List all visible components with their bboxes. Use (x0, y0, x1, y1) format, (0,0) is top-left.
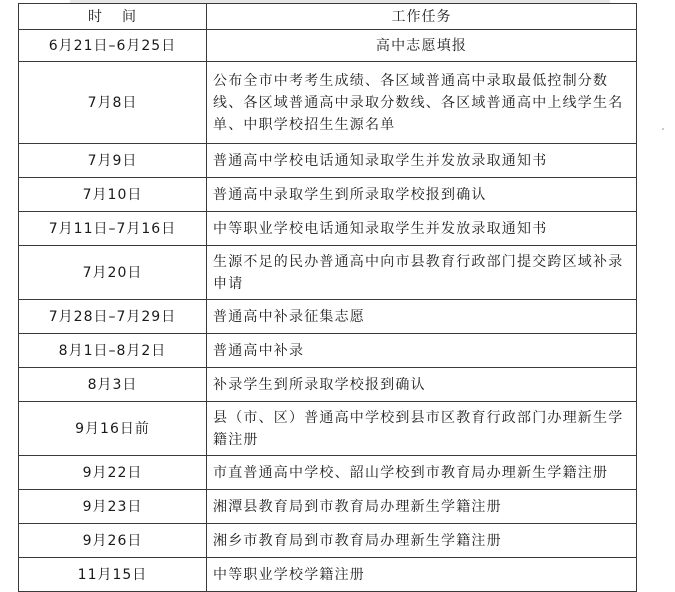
row-task: 湘潭县教育局到市教育局办理新生学籍注册 (207, 490, 637, 524)
row-time: 9月23日 (19, 490, 207, 524)
header-time: 时间 (19, 4, 207, 30)
row-task: 中等职业学校电话通知录取学生并发放录取通知书 (207, 212, 637, 246)
table-row (19, 178, 637, 212)
row-task: 生源不足的民办普通高中向市县教育行政部门提交跨区域补录申请 (207, 246, 637, 300)
row-time: 9月16日前 (19, 402, 207, 456)
header-task: 工作任务 (207, 4, 637, 30)
table-row (19, 144, 637, 178)
row-task: 市直普通高中学校、韶山学校到市教育局办理新生学籍注册 (207, 456, 637, 490)
table-row (19, 300, 637, 334)
schedule-table (18, 3, 637, 592)
table-row (19, 524, 637, 558)
table-row (19, 368, 637, 402)
table-row (19, 456, 637, 490)
table-row (19, 30, 637, 62)
row-time: 7月9日 (19, 144, 207, 178)
row-time: 9月22日 (19, 456, 207, 490)
table-row (19, 212, 637, 246)
row-time: 7月28日–7月29日 (19, 300, 207, 334)
row-task: 普通高中学校电话通知录取学生并发放录取通知书 (207, 144, 637, 178)
row-task: 县（市、区）普通高中学校到县市区教育行政部门办理新生学籍注册 (207, 402, 637, 456)
table-row (19, 62, 637, 144)
row-task: 高中志愿填报 (207, 30, 637, 62)
row-task: 公布全市中考考生成绩、各区域普通高中录取最低控制分数线、各区域普通高中录取分数线、各区域普通高中上线学生名单、中职学校招生生源名单 (207, 62, 637, 144)
table-row (19, 402, 637, 456)
row-time: 8月3日 (19, 368, 207, 402)
row-time: 11月15日 (19, 558, 207, 592)
row-task: 补录学生到所录取学校报到确认 (207, 368, 637, 402)
row-time: 6月21日–6月25日 (19, 30, 207, 62)
row-task: 普通高中补录征集志愿 (207, 300, 637, 334)
row-time: 7月10日 (19, 178, 207, 212)
row-time: 7月8日 (19, 62, 207, 144)
row-task: 中等职业学校学籍注册 (207, 558, 637, 592)
scan-speck (662, 128, 664, 130)
table-row (19, 490, 637, 524)
header-row (19, 4, 637, 30)
row-time: 9月26日 (19, 524, 207, 558)
row-task: 普通高中录取学生到所录取学校报到确认 (207, 178, 637, 212)
row-task: 普通高中补录 (207, 334, 637, 368)
table-row (19, 246, 637, 300)
table-row (19, 334, 637, 368)
row-time: 7月20日 (19, 246, 207, 300)
table-row (19, 558, 637, 592)
row-task: 湘乡市教育局到市教育局办理新生学籍注册 (207, 524, 637, 558)
row-time: 8月1日–8月2日 (19, 334, 207, 368)
row-time: 7月11日–7月16日 (19, 212, 207, 246)
